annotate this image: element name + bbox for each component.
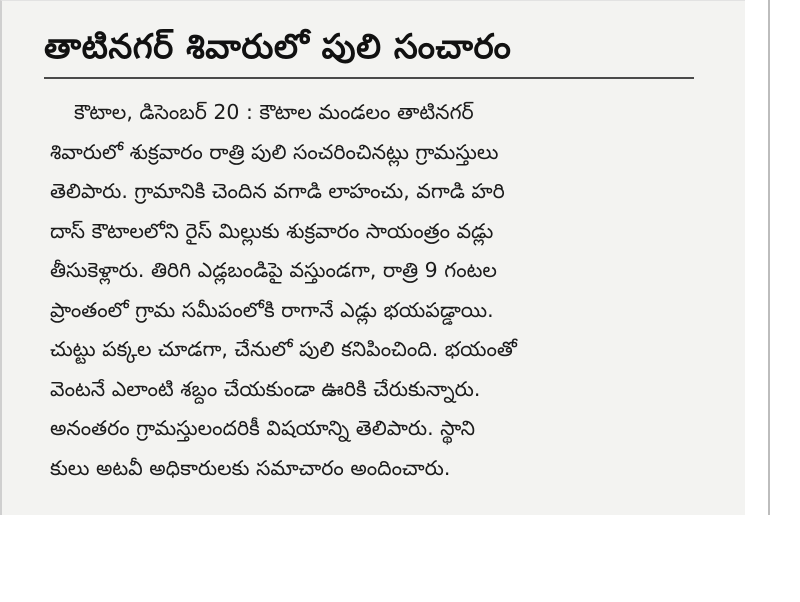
body-line: వెంటనే ఎలాంటి శబ్దం చేయకుండా ఊరికి చేరుకున్నారు. bbox=[50, 376, 481, 401]
cropped-previous-line bbox=[62, 1, 542, 7]
body-line: చుట్టు పక్కల చూడగా, చేనులో పులి కనిపించింది. భయంతో bbox=[50, 337, 517, 361]
body-line: దాస్ కౌటాలలోని రైస్ మిల్లుకు శుక్రవారం సాయంత్రం వడ్లు bbox=[50, 218, 494, 243]
body-line: తెలిపారు. గ్రామానికి చెందిన వగాడి లాహంచు, వగాడి హరి bbox=[50, 179, 505, 203]
body-line: కౌటాల, డిసెంబర్ 20 : కౌటాల మండలం తాటినగర్ bbox=[74, 100, 474, 124]
body-line: కులు అటవీ అధికారులకు సమాచారం అందించారు. bbox=[50, 455, 451, 480]
column-rule bbox=[768, 0, 770, 515]
article-body bbox=[50, 93, 710, 488]
body-line: అనంతరం గ్రామస్తులందరికీ విషయాన్ని తెలిపారు. స్థాని bbox=[50, 416, 476, 440]
headline-divider bbox=[44, 77, 694, 79]
body-line: తీసుకెళ్లారు. తిరిగి ఎడ్లబండిపై వస్తుండగా, రాత్రి 9 గంటల bbox=[50, 258, 497, 282]
body-line: శివారులో శుక్రవారం రాత్రి పులి సంచరించినట్లు గ్రామస్తులు bbox=[50, 139, 499, 164]
body-line: ప్రాంతంలో గ్రామ సమీపంలోకి రాగానే ఎడ్లు భయపడ్డాయి. bbox=[50, 297, 494, 322]
article-headline: తాటినగర్ శివారులో పులి సంచారం bbox=[44, 27, 512, 67]
